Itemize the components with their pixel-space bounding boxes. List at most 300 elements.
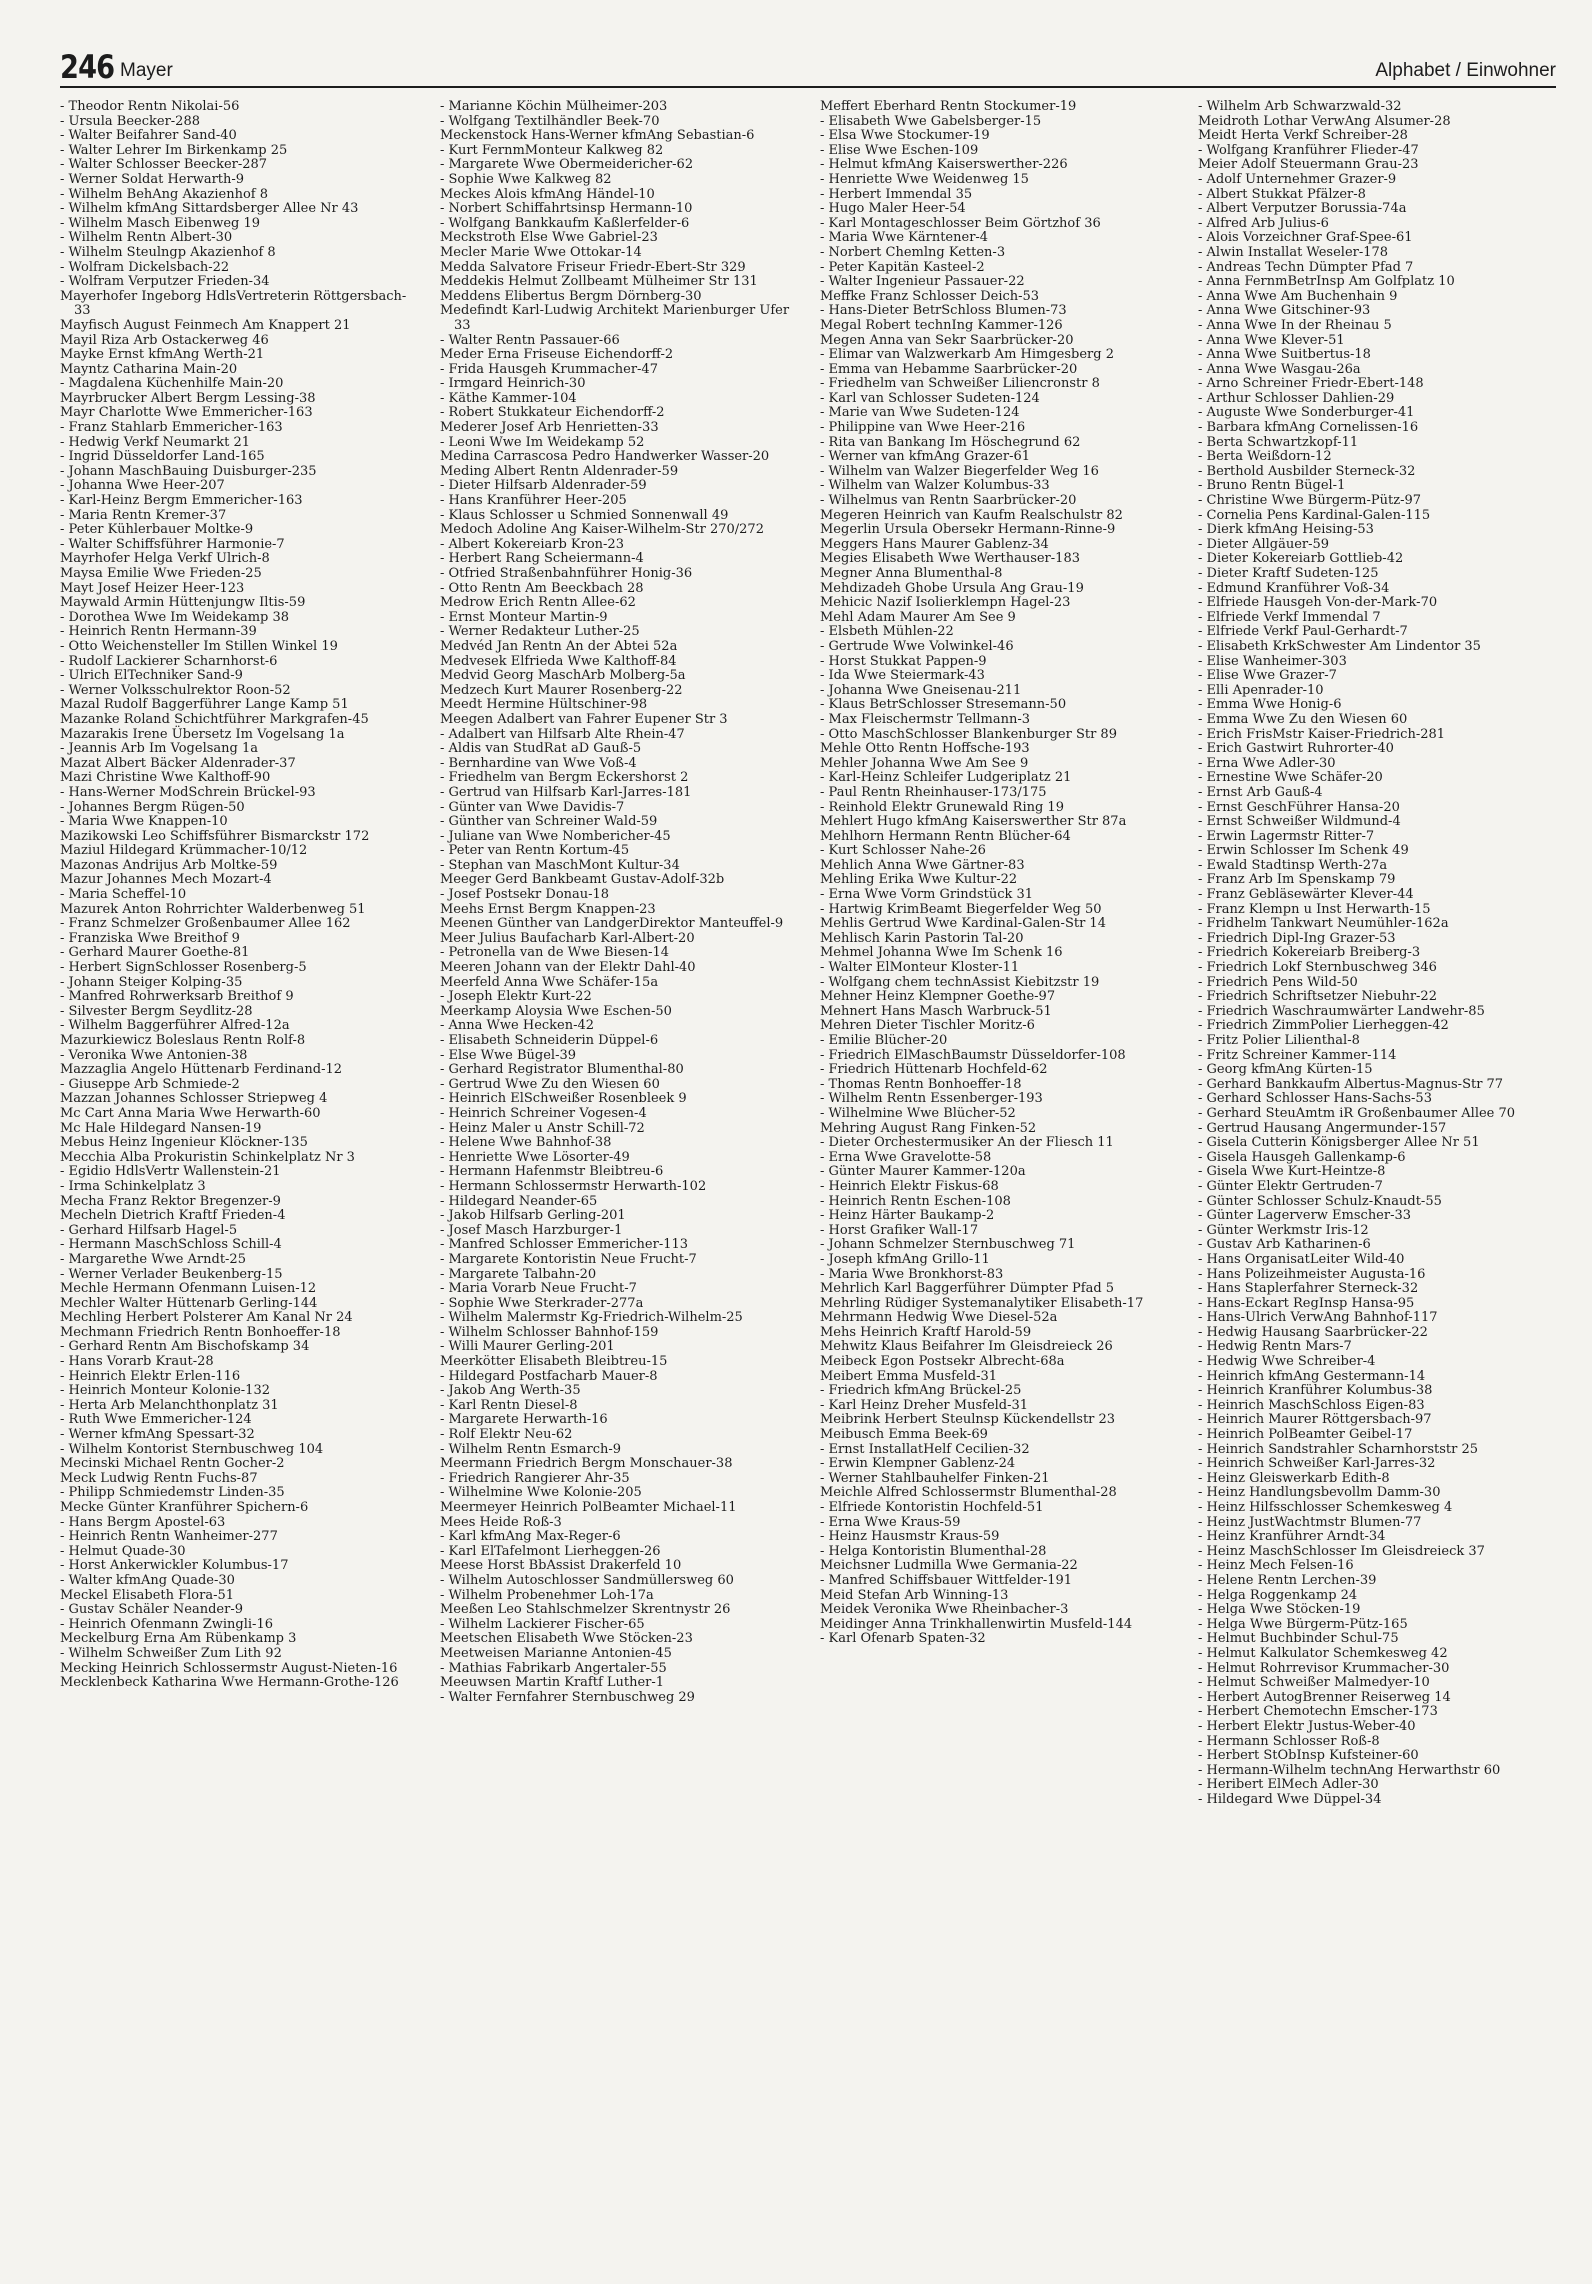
directory-entry: Mehring August Rang Finken-52 [820,1120,1037,1136]
directory-entry: - Wilhelm kfmAng Sittardsberger Allee Nr 43 [60,201,359,217]
directory-entry: - Bernhardine van Wwe Voß-4 [440,755,637,771]
directory-entry: Mecinski Michael Rentn Gocher-2 [60,1456,285,1472]
directory-entry: Mehrling Rüdiger Systemanalytiker Elisabeth-17 [820,1295,1144,1311]
directory-entry: - Walter Schlosser Beecker-287 [60,157,268,173]
directory-entry: - Fritz Schreiner Kammer-114 [1198,1047,1397,1063]
directory-entry: - Helga Wwe Bürgerm-Pütz-165 [1198,1616,1408,1632]
directory-entry: - Gisela Cutterin Königsberger Allee Nr 51 [1198,1135,1480,1151]
directory-entry: - Berthold Ausbilder Sterneck-32 [1198,463,1416,479]
directory-entry: - Helmut Rohrrevisor Krummacher-30 [1198,1660,1450,1676]
directory-entry: - Wolfgang Textilhändler Beek-70 [440,113,660,129]
directory-entry: - Hedwig Hausang Saarbrücker-22 [1198,1324,1428,1340]
directory-entry: Meding Albert Rentn Aldenrader-59 [440,463,679,479]
directory-entry: Medvid Georg MaschArb Molberg-5a [440,668,686,684]
directory-entry: - Peter Kühlerbauer Moltke-9 [60,522,254,538]
directory-entry: - Reinhold Elektr Grunewald Ring 19 [820,799,1064,815]
directory-entry: - Gertrud van Hilfsarb Karl-Jarres-181 [440,784,692,800]
directory-entry: - Willi Maurer Gerling-201 [440,1339,615,1355]
directory-entry: - Hedwig Verkf Neumarkt 21 [60,434,251,450]
directory-entry: Mazikowski Leo Schiffsführer Bismarckstr 172 [60,828,370,844]
directory-entry: - Max Fleischermstr Tellmann-3 [820,711,1031,727]
directory-entry: - Alfred Arb Julius-6 [1198,215,1329,231]
directory-entry: - Karl-Heinz Schleifer Ludgeriplatz 21 [820,770,1072,786]
directory-entry: - Friedrich kfmAng Brückel-25 [820,1383,1022,1399]
directory-entry: - Anna Wwe Suitbertus-18 [1198,347,1371,363]
directory-entry: - Gerhard Maurer Goethe-81 [60,945,250,961]
directory-entry: Mebus Heinz Ingenieur Klöckner-135 [60,1135,308,1151]
directory-entry: - Johanna Wwe Gneisenau-211 [820,682,1022,698]
directory-entry: - Peter van Rentn Kortum-45 [440,843,630,859]
directory-entry: Meibert Emma Musfeld-31 [820,1368,998,1384]
directory-entry: - Gustav Schäler Neander-9 [60,1602,243,1618]
directory-entry: - Wilhelm Baggerführer Alfred-12a [60,1018,290,1034]
directory-entry: - Giuseppe Arb Schmiede-2 [60,1076,240,1092]
directory-entry: - Heinrich Sandstrahler Scharnhorststr 25 [1198,1441,1479,1457]
directory-entry: - Hildegard Wwe Düppel-34 [1198,1791,1382,1807]
directory-entry: Mees Heide Roß-3 [440,1514,562,1530]
directory-entry: Megies Elisabeth Wwe Werthauser-183 [820,551,1080,567]
directory-entry: Meenen Günther van LandgerDirektor Manteuffel-9 [440,916,784,932]
directory-entry: Mecchia Alba Prokuristin Schinkelplatz Nr 3 [60,1149,355,1165]
column-3 [820,100,1170,1647]
directory-entry: - Walter Schiffsführer Harmonie-7 [60,536,285,552]
directory-entry: - Gerhard Bankkaufm Albertus-Magnus-Str 77 [1198,1076,1504,1092]
directory-entry: - Heinrich MaschSchloss Eigen-83 [1198,1397,1425,1413]
directory-entry: - Gerhard SteuAmtm iR Großenbaumer Allee 70 [1198,1105,1516,1121]
directory-entry: Mazal Rudolf Baggerführer Lange Kamp 51 [60,697,349,713]
directory-entry: - Anna Wwe Am Buchenhain 9 [1198,288,1398,304]
directory-entry: - Karl van Schlosser Sudeten-124 [820,390,1040,406]
directory-entry: Mehle Otto Rentn Hoffsche-193 [820,741,1030,757]
directory-entry: - Klaus Schlosser u Schmied Sonnenwall 49 [440,507,729,523]
directory-entry: - Heinrich Kranführer Kolumbus-38 [1198,1383,1433,1399]
directory-entry: - Heinrich PolBeamter Geibel-17 [1198,1427,1413,1443]
directory-entry: - Heinrich Rentn Hermann-39 [60,624,257,640]
directory-entry: Mechler Walter Hüttenarb Gerling-144 [60,1295,318,1311]
directory-entry: - Heinz Hausmstr Kraus-59 [820,1529,1000,1545]
column-4 [1198,100,1548,1807]
directory-entry: - Hans-Werner ModSchrein Brückel-93 [60,784,316,800]
directory-entry: Mehlis Gertrud Wwe Kardinal-Galen-Str 14 [820,916,1106,932]
directory-entry: - Erwin Klempner Gablenz-24 [820,1456,1016,1472]
directory-entry: - Friedrich Schriftsetzer Niebuhr-22 [1198,989,1437,1005]
directory-entry: Megeren Heinrich van Kaufm Realschulstr 82 [820,507,1123,523]
directory-entry: - Norbert Schiffahrtsinsp Hermann-10 [440,201,693,217]
section-title: Alphabet / Einwohner [1375,60,1556,81]
directory-entry: Meidinger Anna Trinkhallenwirtin Musfeld-144 [820,1616,1133,1632]
directory-entry: - Friedrich ZimmPolier Lierheggen-42 [1198,1018,1449,1034]
directory-entry: - Helmut Kalkulator Schemkesweg 42 [1198,1645,1448,1661]
directory-entry: Mehl Adam Maurer Am See 9 [820,609,1016,625]
directory-entry: - Walter kfmAng Quade-30 [60,1572,235,1588]
directory-entry: - Heinrich Schweißer Karl-Jarres-32 [1198,1456,1436,1472]
directory-entry: Meier Adolf Steuermann Grau-23 [1198,157,1419,173]
directory-entry: - Helga Wwe Stöcken-19 [1198,1602,1361,1618]
directory-entry: - Franz Schmelzer Großenbaumer Allee 162 [60,916,351,932]
directory-entry: - Georg kfmAng Kürten-15 [1198,1062,1373,1078]
directory-entry: - Karl ElTafelmont Lierheggen-26 [440,1543,661,1559]
directory-entry: Medefindt Karl-Ludwig Architekt Marienburger Ufer 33 [440,303,790,333]
directory-entry: Megerlin Ursula Obersekr Hermann-Rinne-9 [820,522,1116,538]
directory-entry: - Helene Rentn Lerchen-39 [1198,1572,1377,1588]
directory-entry: Mayrhofer Helga Verkf Ulrich-8 [60,551,270,567]
directory-entry: - Wilhelm Rentn Essenberger-193 [820,1091,1043,1107]
column-1 [60,100,410,1691]
directory-entry: - Albert Kokereiarb Kron-23 [440,536,624,552]
directory-entry: Mecking Heinrich Schlossermstr August-Nieten-16 [60,1660,398,1676]
directory-entry: - Hedwig Wwe Schreiber-4 [1198,1354,1376,1370]
directory-entry: - Robert Stukkateur Eichendorff-2 [440,405,665,421]
directory-entry: Meddens Elibertus Bergm Dörnberg-30 [440,288,702,304]
directory-entry: - Margarethe Wwe Arndt-25 [60,1251,246,1267]
directory-entry: - Werner Stahlbauhelfer Finken-21 [820,1470,1050,1486]
directory-entry: - Walter Lehrer Im Birkenkamp 25 [60,142,288,158]
directory-entry: - Karl kfmAng Max-Reger-6 [440,1529,621,1545]
directory-entry: - Otto MaschSchlosser Blankenburger Str 89 [820,726,1117,742]
directory-entry: Meeren Johann van der Elektr Dahl-40 [440,960,696,976]
directory-entry: - Horst Ankerwickler Kolumbus-17 [60,1558,289,1574]
directory-entry: - Ernst Monteur Martin-9 [440,609,608,625]
directory-entry: Mehdizadeh Ghobe Ursula Ang Grau-19 [820,580,1084,596]
directory-entry: - Joseph Elektr Kurt-22 [440,989,592,1005]
directory-entry: - Wilhelmine Wwe Blücher-52 [820,1105,1016,1121]
directory-entry: - Maria Wwe Knappen-10 [60,814,228,830]
directory-entry: - Anna Wwe In der Rheinau 5 [1198,317,1392,333]
directory-entry: Mazarakis Irene Übersetz Im Vogelsang 1a [60,726,345,742]
directory-entry: - Elisabeth KrkSchwester Am Lindentor 35 [1198,638,1481,654]
directory-entry: - Friedhelm van Schweißer Liliencronstr 8 [820,376,1100,392]
directory-entry: Mazur Johannes Mech Mozart-4 [60,872,272,888]
directory-entry: - Heinrich kfmAng Gestermann-14 [1198,1368,1426,1384]
directory-entry: - Wilhelm Steulngp Akazienhof 8 [60,244,276,260]
directory-entry: Meidroth Lothar VerwAng Alsumer-28 [1198,113,1451,129]
directory-entry: - Werner Verlader Beukenberg-15 [60,1266,283,1282]
directory-entry: - Erich FrisMstr Kaiser-Friedrich-281 [1198,726,1446,742]
directory-entry: Mehner Heinz Klempner Goethe-97 [820,989,1056,1005]
directory-entry: - Heinrich Monteur Kolonie-132 [60,1383,270,1399]
directory-entry: - Egidio HdlsVertr Wallenstein-21 [60,1164,281,1180]
directory-entry: Meffert Eberhard Rentn Stockumer-19 [820,99,1077,114]
directory-entry: - Sophie Wwe Sterkrader-277a [440,1295,644,1311]
directory-entry: - Petronella van de Wwe Biesen-14 [440,945,670,961]
directory-entry: - Wolfram Dickelsbach-22 [60,259,230,275]
directory-entry: - Heinz Kranführer Arndt-34 [1198,1529,1386,1545]
directory-entry: - Günter Elektr Gertruden-7 [1198,1178,1383,1194]
directory-entry: - Käthe Kammer-104 [440,390,577,406]
directory-entry: - Hans-Eckart RegInsp Hansa-95 [1198,1295,1415,1311]
directory-entry: Mazurkiewicz Boleslaus Rentn Rolf-8 [60,1033,306,1048]
directory-entry: Medda Salvatore Friseur Friedr-Ebert-Str 329 [440,259,746,275]
directory-entry: - Dieter Kokereiarb Gottlieb-42 [1198,551,1404,567]
directory-entry: - Hildegard Neander-65 [440,1193,598,1209]
directory-entry: Meibrink Herbert Steulnsp Kückendellstr 23 [820,1412,1116,1428]
directory-entry: Mecheln Dietrich Kraftf Frieden-4 [60,1208,286,1224]
directory-entry: Megen Anna van Sekr Saarbrücker-20 [820,332,1074,348]
directory-entry: - Maria Rentn Kremer-37 [60,507,227,523]
directory-entry: Mazanke Roland Schichtführer Markgrafen-45 [60,711,369,727]
directory-entry: Meckes Alois kfmAng Händel-10 [440,186,655,202]
directory-entry: - Peter Kapitän Kasteel-2 [820,259,985,275]
directory-entry: - Elfriede Hausgeh Von-der-Mark-70 [1198,595,1438,611]
directory-entry: Mazonas Andrijus Arb Moltke-59 [60,857,278,873]
directory-entry: - Anna FernmBetrInsp Am Golfplatz 10 [1198,274,1455,290]
directory-entry: - Friedrich Rangierer Ahr-35 [440,1470,630,1486]
directory-entry: - Rita van Bankang Im Höschegrund 62 [820,434,1081,450]
directory-entry: - Ruth Wwe Emmericher-124 [60,1412,252,1428]
directory-entry: - Auguste Wwe Sonderburger-41 [1198,405,1415,421]
directory-entry: - Gisela Wwe Kurt-Heintze-8 [1198,1164,1386,1180]
directory-entry: - Albert Verputzer Borussia-74a [1198,201,1407,217]
directory-entry: - Heinrich Ofenmann Zwingli-16 [60,1616,273,1632]
directory-entry: - Sophie Wwe Kalkweg 82 [440,171,612,187]
directory-entry: Meidek Veronika Wwe Rheinbacher-3 [820,1602,1069,1618]
directory-entry: Mehmel Johanna Wwe Im Schenk 16 [820,945,1063,961]
directory-entry: - Ernst Arb Gauß-4 [1198,784,1323,800]
directory-entry: Mecha Franz Rektor Bregenzer-9 [60,1193,281,1209]
directory-entry: - Theodor Rentn Nikolai-56 [60,99,240,114]
directory-entry: - Stephan van MaschMont Kultur-34 [440,857,680,873]
directory-entry: Meffke Franz Schlosser Deich-53 [820,288,1040,304]
directory-entry: - Dorothea Wwe Im Weidekamp 38 [60,609,290,625]
directory-entry: - Walter ElMonteur Kloster-11 [820,960,1020,976]
directory-entry: Mehrlich Karl Baggerführer Dümpter Pfad 5 [820,1281,1115,1297]
directory-entry: - Kurt FernmMonteur Kalkweg 82 [440,142,664,158]
directory-entry: - Elfriede Verkf Paul-Gerhardt-7 [1198,624,1408,640]
directory-entry: - Günter Schlosser Schulz-Knaudt-55 [1198,1193,1442,1209]
directory-entry: - Andreas Techn Dümpter Pfad 7 [1198,259,1414,275]
directory-entry: - Wolfgang Kranführer Flieder-47 [1198,142,1419,158]
directory-entry: - Friedrich Pens Wild-50 [1198,974,1358,990]
directory-entry: - Arthur Schlosser Dahlien-29 [1198,390,1395,406]
directory-entry: - Walter Fernfahrer Sternbuschweg 29 [440,1689,695,1705]
directory-entry: - Juliane van Wwe Nombericher-45 [440,828,671,844]
directory-entry: - Hermann Schlosser Roß-8 [1198,1733,1380,1749]
directory-entry: - Helene Wwe Bahnhof-38 [440,1135,612,1151]
directory-entry: - Friedrich Hüttenarb Hochfeld-62 [820,1062,1048,1078]
directory-entry: Medina Carrascosa Pedro Handwerker Wasser-20 [440,449,770,465]
directory-entry: - Hermann Hafenmstr Bleibtreu-6 [440,1164,664,1180]
directory-entry: Mehwitz Klaus Beifahrer Im Gleisdreieck 26 [820,1339,1113,1355]
directory-entry: - Wolfgang Bankkaufm Kaßlerfelder-6 [440,215,690,231]
directory-entry: Mehling Erika Wwe Kultur-22 [820,872,1018,888]
directory-entry: - Erna Wwe Gravelotte-58 [820,1149,992,1165]
directory-entry: - Erwin Lagermstr Ritter-7 [1198,828,1375,844]
directory-entry: - Friedrich Waschraumwärter Landwehr-85 [1198,1003,1485,1019]
directory-entry: - Werner Redakteur Luther-25 [440,624,640,640]
directory-entry: - Heinz Gleiswerkarb Edith-8 [1198,1470,1390,1486]
directory-entry: - Anna Wwe Gitschiner-93 [1198,303,1371,319]
directory-entry: - Friedrich ElMaschBaumstr Düsseldorfer-108 [820,1047,1126,1063]
directory-entry: - Walter Ingenieur Passauer-22 [820,274,1025,290]
directory-entry: Mechling Herbert Polsterer Am Kanal Nr 24 [60,1310,353,1326]
directory-entry: - Hermann MaschSchloss Schill-4 [60,1237,282,1253]
directory-entry: - Wilhelm Lackierer Fischer-65 [440,1616,645,1632]
directory-entry: - Wilhelm BehAng Akazienhof 8 [60,186,268,202]
directory-entry: - Dieter Allgäuer-59 [1198,536,1330,552]
directory-entry: - Berta Weißdorn-12 [1198,449,1332,465]
directory-entry: - Wilhelm van Walzer Kolumbus-33 [820,478,1050,494]
directory-entry: - Karl Ofenarb Spaten-32 [820,1631,986,1647]
directory-entry: Meerkötter Elisabeth Bleibtreu-15 [440,1354,668,1370]
directory-entry: - Franz Arb Im Spenskamp 79 [1198,872,1396,888]
directory-entry: - Hermann-Wilhelm technAng Herwarthstr 60 [1198,1762,1501,1778]
directory-entry: - Wilhelm Probenehmer Loh-17a [440,1587,654,1603]
directory-entry: Maziul Hildegard Krümmacher-10/12 [60,843,308,859]
directory-entry: Mayfisch August Feinmech Am Knappert 21 [60,317,351,333]
directory-entry: - Hans Polizeihmeister Augusta-16 [1198,1266,1426,1282]
directory-entry: - Herta Arb Melanchthonplatz 31 [60,1397,279,1413]
directory-entry: Medzech Kurt Maurer Rosenberg-22 [440,682,683,698]
directory-entry: Megner Anna Blumenthal-8 [820,566,1003,581]
directory-entry: - Ewald Stadtinsp Werth-27a [1198,857,1388,873]
directory-entry: - Elsbeth Mühlen-22 [820,624,954,640]
directory-entry: - Karl Heinz Dreher Musfeld-31 [820,1397,1029,1413]
directory-entry: - Margarete Kontoristin Neue Frucht-7 [440,1251,697,1267]
directory-entry: - Heinz Maler u Anstr Schill-72 [440,1120,645,1136]
directory-entry: - Elli Apenrader-10 [1198,682,1324,698]
directory-entry: - Franz Gebläsewärter Klever-44 [1198,887,1414,903]
directory-entry: - Henriette Wwe Lösorter-49 [440,1149,630,1165]
directory-entry: - Margarete Herwarth-16 [440,1412,608,1428]
directory-entry: - Irmgard Heinrich-30 [440,376,586,392]
directory-entry: - Hans Bergm Apostel-63 [60,1514,226,1530]
directory-entry: - Dierk kfmAng Heising-53 [1198,522,1374,538]
directory-entry: Meibusch Emma Beek-69 [820,1427,988,1443]
directory-entry: - Klaus BetrSchlosser Stresemann-50 [820,697,1067,713]
directory-entry: - Anna Wwe Hecken-42 [440,1018,595,1034]
directory-entry: - Herbert Immendal 35 [820,186,973,202]
directory-entry: - Heinrich Rentn Eschen-108 [820,1193,1011,1209]
directory-entry: - Elise Wwe Eschen-109 [820,142,979,158]
directory-entry: - Silvester Bergm Seydlitz-28 [60,1003,253,1019]
directory-entry: - Erna Wwe Adler-30 [1198,755,1336,771]
directory-entry: - Irma Schinkelplatz 3 [60,1178,206,1194]
directory-entry: Meder Erna Friseuse Eichendorff-2 [440,347,674,363]
directory-entry: Mehnert Hans Masch Warbruck-51 [820,1003,1052,1019]
directory-entry: - Alwin Installat Weseler-178 [1198,244,1389,260]
directory-entry: - Anna Wwe Klever-51 [1198,332,1345,348]
directory-entry: - Aldis van StudRat aD Gauß-5 [440,741,642,757]
directory-entry: Meggers Hans Maurer Gablenz-34 [820,536,1049,552]
directory-entry: - Günter Lagerverw Emscher-33 [1198,1208,1412,1224]
directory-entry: - Wilhelmine Wwe Kolonie-205 [440,1485,642,1501]
directory-entry: - Rolf Elektr Neu-62 [440,1427,573,1443]
directory-entry: Mehrmann Hedwig Wwe Diesel-52a [820,1310,1058,1326]
directory-entry: Mayntz Catharina Main-20 [60,361,238,377]
directory-entry: Mecler Marie Wwe Ottokar-14 [440,244,642,260]
directory-entry: - Franziska Wwe Breithof 9 [60,930,240,946]
directory-entry: - Leoni Wwe Im Weidekamp 52 [440,434,645,450]
directory-entry: - Günter van Wwe Davidis-7 [440,799,625,815]
directory-entry: - Werner van kfmAng Grazer-61 [820,449,1031,465]
directory-entry: Meerkamp Aloysia Wwe Eschen-50 [440,1003,672,1019]
directory-entry: - Elfriede Verkf Immendal 7 [1198,609,1381,625]
directory-entry: - Karl Rentn Diesel-8 [440,1397,578,1413]
directory-entry: Meichsner Ludmilla Wwe Germania-22 [820,1558,1078,1574]
directory-entry: - Gertrud Wwe Zu den Wiesen 60 [440,1076,660,1092]
directory-entry: - Heinz Mech Felsen-16 [1198,1558,1354,1574]
directory-entry: Medoch Adoline Ang Kaiser-Wilhelm-Str 270/272 [440,522,764,538]
directory-entry: - Wilhelm Schweißer Zum Lith 92 [60,1645,282,1661]
directory-entry: Meegen Adalbert van Fahrer Eupener Str 3 [440,711,728,727]
directory-entry: Medrow Erich Rentn Allee-62 [440,595,636,611]
directory-entry: Meckstroth Else Wwe Gabriel-23 [440,230,658,246]
directory-entry: - Werner Volksschulrektor Roon-52 [60,682,291,698]
directory-entry: - Maria Wwe Bronkhorst-83 [820,1266,1004,1282]
directory-entry: - Josef Postsekr Donau-18 [440,887,610,903]
directory-entry: - Herbert Rang Scheiermann-4 [440,551,644,567]
directory-entry: - Hedwig Rentn Mars-7 [1198,1339,1352,1355]
directory-entry: - Heinz Hilfsschlosser Schemkesweg 4 [1198,1500,1453,1515]
directory-entry: - Erna Wwe Vorm Grindstück 31 [820,887,1034,903]
directory-entry: - Werner kfmAng Spessart-32 [60,1427,255,1443]
directory-entry: - Ernst GeschFührer Hansa-20 [1198,799,1400,815]
directory-entry: - Ernestine Wwe Schäfer-20 [1198,770,1383,786]
directory-entry: Mayrbrucker Albert Bergm Lessing-38 [60,390,316,406]
directory-entry: - Heinrich Rentn Wanheimer-277 [60,1529,278,1545]
directory-entry: - Franz Stahlarb Emmericher-163 [60,420,283,436]
directory-entry: - Ursula Beecker-288 [60,113,200,129]
directory-entry: - Herbert Elektr Justus-Weber-40 [1198,1718,1416,1734]
directory-entry: Mehlisch Karin Pastorin Tal-20 [820,930,1024,946]
directory-entry: Mehren Dieter Tischler Moritz-6 [820,1018,1035,1034]
directory-entry: Meeßen Leo Stahlschmelzer Skrentnystr 26 [440,1602,731,1618]
directory-entry: Meetweisen Marianne Antonien-45 [440,1645,672,1661]
directory-entry: - Johann Steiger Kolping-35 [60,974,243,990]
directory-entry: - Jakob Hilfsarb Gerling-201 [440,1208,626,1224]
directory-entry: - Gerhard Hilfsarb Hagel-5 [60,1222,238,1238]
directory-entry: - Helmut kfmAng Kaiserswerther-226 [820,157,1068,173]
directory-entry: - Magdalena Küchenhilfe Main-20 [60,376,284,392]
directory-entry: Meerfeld Anna Wwe Schäfer-15a [440,974,659,990]
directory-entry: - Arno Schreiner Friedr-Ebert-148 [1198,376,1424,392]
directory-entry: - Horst Stukkat Pappen-9 [820,653,987,669]
directory-entry: Mazzan Johannes Schlosser Striepweg 4 [60,1091,328,1107]
directory-entry: - Elisabeth Wwe Gabelsberger-15 [820,113,1042,129]
directory-entry: - Marianne Köchin Mülheimer-203 [440,99,668,114]
directory-entry: - Else Wwe Bügel-39 [440,1047,577,1063]
directory-entry: - Emma Wwe Honig-6 [1198,697,1342,713]
directory-entry: - Otto Weichensteller Im Stillen Winkel 19 [60,638,338,654]
directory-entry: - Philippine van Wwe Heer-216 [820,420,1026,436]
directory-entry: Mehicic Nazif Isolierklempn Hagel-23 [820,595,1071,611]
directory-entry: - Gerhard Registrator Blumenthal-80 [440,1062,684,1078]
directory-entry: Mayerhofer Ingeborg HdlsVertreterin Röttgersbach-33 [60,288,407,319]
directory-entry: - Christine Wwe Bürgerm-Pütz-97 [1198,493,1421,509]
directory-entry: - Wilhelm Arb Schwarzwald-32 [1198,99,1402,114]
directory-entry: - Margarete Talbahn-20 [440,1266,597,1282]
directory-entry: Mayt Josef Heizer Heer-123 [60,580,245,596]
directory-entry: - Kurt Schlosser Nahe-26 [820,843,986,859]
directory-entry: - Josef Masch Harzburger-1 [440,1222,623,1238]
directory-entry: - Hildegard Postfacharb Mauer-8 [440,1368,658,1384]
directory-entry: - Gertrude Wwe Volwinkel-46 [820,638,1014,654]
directory-entry: - Elimar van Walzwerkarb Am Himgesberg 2 [820,347,1114,363]
directory-entry: - Emilie Blücher-20 [820,1033,948,1048]
directory-entry: - Friedrich Kokereiarb Breiberg-3 [1198,945,1421,961]
directory-entry: - Wilhelm Masch Eibenweg 19 [60,215,261,231]
directory-entry: Mazzaglia Angelo Hüttenarb Ferdinand-12 [60,1062,343,1078]
directory-entry: Meckel Elisabeth Flora-51 [60,1587,235,1603]
directory-entry: Mayke Ernst kfmAng Werth-21 [60,347,265,363]
directory-entry: - Dieter Orchestermusiker An der Fliesch 11 [820,1135,1114,1151]
directory-entry: - Ernst InstallatHelf Cecilien-32 [820,1441,1030,1457]
directory-entry: Mehlich Anna Wwe Gärtner-83 [820,857,1025,873]
directory-entry: - Manfred Rohrwerksarb Breithof 9 [60,989,294,1005]
directory-entry: - Heinrich ElSchweißer Rosenbleek 9 [440,1091,687,1107]
directory-entry: Mehlhorn Hermann Rentn Blücher-64 [820,828,1071,844]
directory-entry: - Maria Wwe Kärntener-4 [820,230,989,246]
